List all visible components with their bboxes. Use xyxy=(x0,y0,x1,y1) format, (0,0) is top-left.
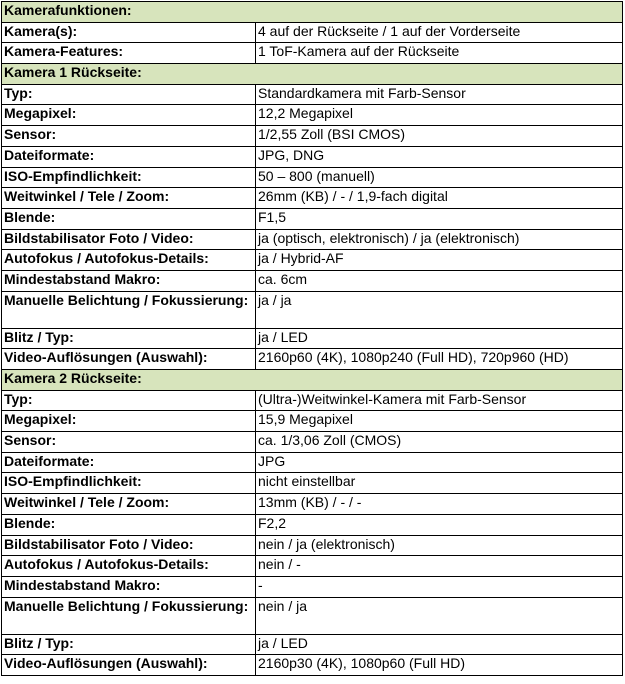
table-row xyxy=(2,43,623,64)
spec-value: nein / - xyxy=(256,556,623,577)
spec-value: nicht einstellbar xyxy=(256,473,623,494)
spec-value: nein / ja (elektronisch) xyxy=(256,535,623,556)
spec-value: 12,2 Megapixel xyxy=(256,105,623,126)
spec-value: ja / ja xyxy=(256,291,623,328)
table-row xyxy=(2,473,623,494)
spec-label: Manuelle Belichtung / Fokussierung: xyxy=(2,291,256,328)
spec-label: Autofokus / Autofokus-Details: xyxy=(2,250,256,271)
table-row xyxy=(2,535,623,556)
camera-spec-table xyxy=(1,1,623,676)
spec-label: Kamera-Features: xyxy=(2,43,256,64)
section-title: Kamera 1 Rückseite: xyxy=(2,64,623,85)
spec-label: ISO-Empfindlichkeit: xyxy=(2,473,256,494)
spec-label: Weitwinkel / Tele / Zoom: xyxy=(2,188,256,209)
spec-value: ca. 1/3,06 Zoll (CMOS) xyxy=(256,432,623,453)
spec-label: Dateiformate: xyxy=(2,146,256,167)
spec-label: Blende: xyxy=(2,208,256,229)
spec-label: Video-Auflösungen (Auswahl): xyxy=(2,655,256,676)
table-row xyxy=(2,126,623,147)
table-row xyxy=(2,22,623,43)
table-row xyxy=(2,634,623,655)
spec-label: Kamera(s): xyxy=(2,22,256,43)
spec-label: Autofokus / Autofokus-Details: xyxy=(2,556,256,577)
spec-label: ISO-Empfindlichkeit: xyxy=(2,167,256,188)
spec-table-body xyxy=(2,2,623,676)
section-title: Kamerafunktionen: xyxy=(2,2,623,23)
table-row xyxy=(2,291,623,328)
spec-label: Blitz / Typ: xyxy=(2,328,256,349)
spec-value: 4 auf der Rückseite / 1 auf der Vorderseite xyxy=(256,22,623,43)
spec-label: Megapixel: xyxy=(2,105,256,126)
spec-value: 1/2,55 Zoll (BSI CMOS) xyxy=(256,126,623,147)
table-row xyxy=(2,84,623,105)
spec-label: Dateiformate: xyxy=(2,452,256,473)
table-row xyxy=(2,146,623,167)
spec-value: 50 – 800 (manuell) xyxy=(256,167,623,188)
spec-label: Blende: xyxy=(2,514,256,535)
spec-value: (Ultra-)Weitwinkel-Kamera mit Farb-Sensor xyxy=(256,390,623,411)
table-row xyxy=(2,432,623,453)
section-title: Kamera 2 Rückseite: xyxy=(2,370,623,391)
spec-value: JPG xyxy=(256,452,623,473)
spec-value: ja / LED xyxy=(256,634,623,655)
spec-value: ja / LED xyxy=(256,328,623,349)
table-row xyxy=(2,576,623,597)
table-row xyxy=(2,208,623,229)
table-row xyxy=(2,452,623,473)
spec-value: 1 ToF-Kamera auf der Rückseite xyxy=(256,43,623,64)
spec-value: 15,9 Megapixel xyxy=(256,411,623,432)
section-header-row xyxy=(2,2,623,23)
spec-value: nein / ja xyxy=(256,597,623,634)
table-row xyxy=(2,655,623,676)
table-row xyxy=(2,188,623,209)
spec-label: Mindestabstand Makro: xyxy=(2,270,256,291)
spec-value: ja (optisch, elektronisch) / ja (elektronisch) xyxy=(256,229,623,250)
table-row xyxy=(2,390,623,411)
spec-value: 26mm (KB) / - / 1,9-fach digital xyxy=(256,188,623,209)
spec-label: Typ: xyxy=(2,84,256,105)
table-row xyxy=(2,556,623,577)
table-row xyxy=(2,167,623,188)
spec-label: Sensor: xyxy=(2,432,256,453)
table-row xyxy=(2,270,623,291)
spec-value: JPG, DNG xyxy=(256,146,623,167)
spec-value: F1,5 xyxy=(256,208,623,229)
spec-value: 2160p30 (4K), 1080p60 (Full HD) xyxy=(256,655,623,676)
section-header-row xyxy=(2,370,623,391)
spec-value: - xyxy=(256,576,623,597)
spec-label: Megapixel: xyxy=(2,411,256,432)
spec-label: Typ: xyxy=(2,390,256,411)
spec-label: Sensor: xyxy=(2,126,256,147)
table-row xyxy=(2,514,623,535)
spec-label: Manuelle Belichtung / Fokussierung: xyxy=(2,597,256,634)
spec-label: Video-Auflösungen (Auswahl): xyxy=(2,349,256,370)
spec-value: 13mm (KB) / - / - xyxy=(256,494,623,515)
spec-label: Bildstabilisator Foto / Video: xyxy=(2,229,256,250)
table-row xyxy=(2,328,623,349)
table-row xyxy=(2,349,623,370)
table-row xyxy=(2,494,623,515)
spec-value: ca. 6cm xyxy=(256,270,623,291)
table-row xyxy=(2,229,623,250)
spec-value: ja / Hybrid-AF xyxy=(256,250,623,271)
spec-label: Blitz / Typ: xyxy=(2,634,256,655)
table-row xyxy=(2,250,623,271)
spec-label: Bildstabilisator Foto / Video: xyxy=(2,535,256,556)
spec-value: Standardkamera mit Farb-Sensor xyxy=(256,84,623,105)
spec-label: Weitwinkel / Tele / Zoom: xyxy=(2,494,256,515)
spec-label: Mindestabstand Makro: xyxy=(2,576,256,597)
table-row xyxy=(2,597,623,634)
section-header-row xyxy=(2,64,623,85)
table-row xyxy=(2,411,623,432)
spec-value: F2,2 xyxy=(256,514,623,535)
table-row xyxy=(2,105,623,126)
spec-value: 2160p60 (4K), 1080p240 (Full HD), 720p960 (HD) xyxy=(256,349,623,370)
